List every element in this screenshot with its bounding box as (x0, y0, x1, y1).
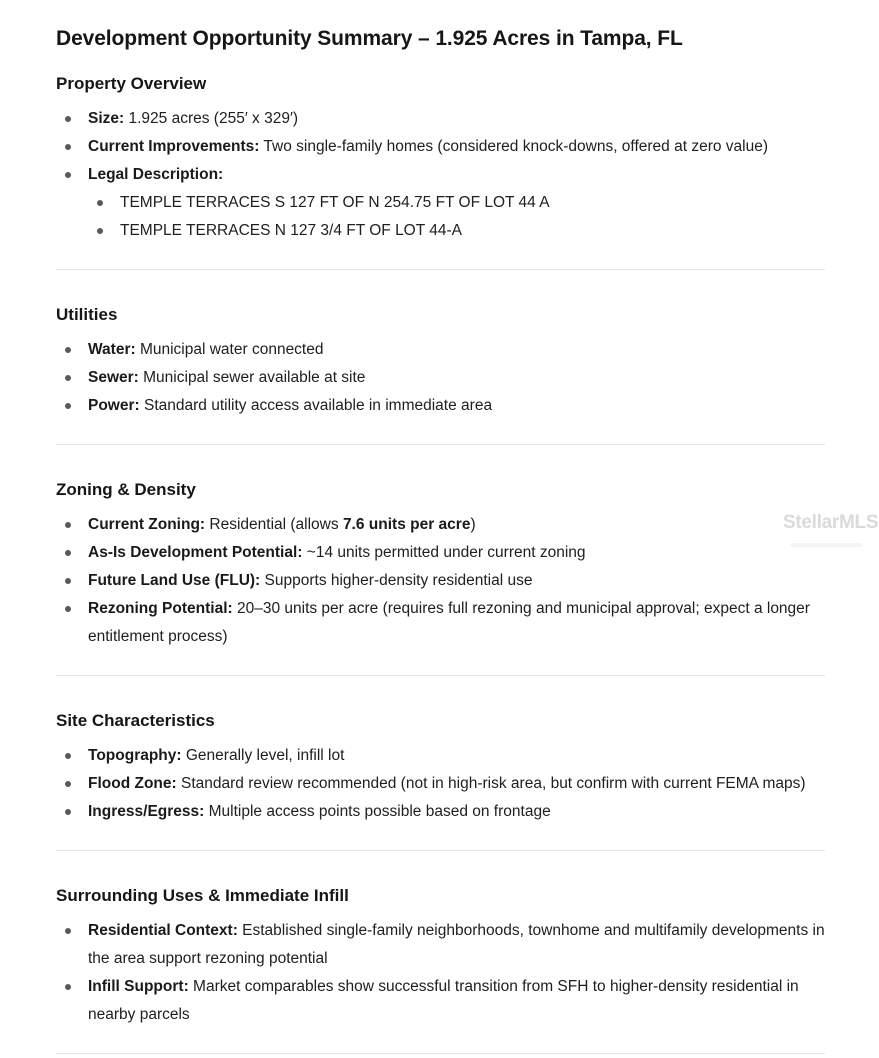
bullet-list (56, 336, 825, 420)
list-item (56, 392, 825, 420)
sub-list-item-text: TEMPLE TERRACES N 127 3/4 FT OF LOT 44-A (120, 222, 462, 239)
list-item (56, 336, 825, 364)
section-heading: Surrounding Uses & Immediate Infill (56, 886, 349, 905)
bullet-label: Water: (88, 341, 136, 358)
bullet-icon (65, 403, 71, 409)
bullet-list (56, 105, 825, 245)
bullet-label: Future Land Use (FLU): (88, 572, 261, 589)
bullet-text: Market comparables show successful transition from SFH to higher-density residential in nearby parcels (88, 978, 799, 1023)
bullet-list (56, 511, 825, 651)
bullet-text: Standard review recommended (not in high-risk area, but confirm with current FEMA maps) (176, 775, 806, 792)
bullet-list (56, 917, 825, 1029)
list-item (56, 917, 825, 973)
list-item (56, 567, 825, 595)
section-zoning-density (56, 479, 825, 651)
section-heading: Site Characteristics (56, 711, 215, 730)
bullet-label: Residential Context: (88, 922, 238, 939)
section-utilities (56, 304, 825, 420)
bullet-text: Municipal sewer available at site (138, 369, 366, 386)
bullet-icon (65, 522, 71, 528)
bullet-icon (65, 172, 71, 178)
bullet-text: Multiple access points possible based on frontage (204, 803, 551, 820)
bullet-icon (65, 144, 71, 150)
list-item (56, 973, 825, 1029)
section-heading: Zoning & Density (56, 480, 196, 499)
list-item (56, 133, 825, 161)
bullet-icon (65, 928, 71, 934)
bullet-label: Legal Description: (88, 166, 224, 183)
bullet-label: As-Is Development Potential: (88, 544, 303, 561)
list-item-text (88, 369, 365, 386)
bullet-text: Supports higher-density residential use (260, 572, 533, 589)
list-item-text (88, 138, 768, 155)
bullet-text: Established single-family neighborhoods, townhome and multifamily developments in the area support rezoning potential (88, 922, 825, 967)
section-site-characteristics (56, 710, 825, 826)
bullet-icon (65, 375, 71, 381)
list-item-text (88, 166, 223, 183)
list-item (56, 770, 825, 798)
section-heading: Property Overview (56, 74, 207, 93)
list-item-text (88, 747, 344, 764)
bullet-icon (65, 116, 71, 122)
list-item (56, 161, 825, 189)
list-item-text (88, 110, 298, 127)
bullet-icon (65, 578, 71, 584)
list-item-text (88, 572, 532, 589)
list-item (56, 364, 825, 392)
bullet-label: Rezoning Potential: (88, 600, 233, 617)
section-divider (56, 269, 825, 270)
bullet-label: Current Zoning: (88, 516, 206, 533)
list-item (56, 511, 825, 539)
section-divider (56, 1053, 825, 1054)
section-heading: Utilities (56, 305, 118, 324)
list-item-text (88, 516, 476, 533)
list-item (56, 798, 825, 826)
sub-list-item-text: TEMPLE TERRACES S 127 FT OF N 254.75 FT OF LOT 44 A (120, 194, 550, 211)
bullet-label: Sewer: (88, 369, 139, 386)
page-title: Development Opportunity Summary – 1.925 Acres in Tampa, FL (56, 27, 683, 50)
bullet-icon (65, 347, 71, 353)
bullet-text: Municipal water connected (135, 341, 324, 358)
list-item (56, 595, 825, 651)
bullet-text: Two single-family homes (considered knock-downs, offered at zero value) (259, 138, 768, 155)
stellar-mls-watermark: StellarMLS (783, 512, 879, 533)
bullet-text: ~14 units permitted under current zoning (302, 544, 586, 561)
bullet-label: Topography: (88, 747, 182, 764)
bullet-text: Residential (allows (205, 516, 343, 533)
bullet-label: Infill Support: (88, 978, 189, 995)
section-surrounding-uses (56, 885, 825, 1029)
section-divider (56, 850, 825, 851)
bullet-label: Flood Zone: (88, 775, 177, 792)
bullet-label: Ingress/Egress: (88, 803, 205, 820)
bullet-list (56, 742, 825, 826)
list-item (56, 742, 825, 770)
bullet-label: Size: (88, 110, 125, 127)
list-item-text (88, 544, 586, 561)
bullet-label: Current Improvements: (88, 138, 260, 155)
list-item (56, 105, 825, 133)
bullet-text: Generally level, infill lot (181, 747, 345, 764)
list-item-text (88, 397, 492, 414)
list-item-text (88, 600, 810, 645)
bullet-icon (65, 984, 71, 990)
bullet-icon (65, 550, 71, 556)
bullet-icon (65, 781, 71, 787)
bullet-icon (97, 200, 103, 206)
section-divider (56, 444, 825, 445)
bullet-icon (65, 606, 71, 612)
list-item-text (88, 922, 825, 967)
list-item-text (88, 978, 799, 1023)
list-item-text (88, 341, 323, 358)
bullet-text: Standard utility access available in immediate area (139, 397, 493, 414)
sub-list-item (56, 217, 825, 245)
list-item-text (88, 775, 806, 792)
sub-list-item (56, 189, 825, 217)
bullet-label: Power: (88, 397, 140, 414)
bullet-bold-inline: 7.6 units per acre (342, 516, 471, 533)
bullet-icon (97, 228, 103, 234)
bullet-text: 1.925 acres (255′ x 329′) (124, 110, 299, 127)
bullet-icon (65, 753, 71, 759)
bullet-text: ) (470, 516, 476, 533)
bullet-text: 20–30 units per acre (requires full rezoning and municipal approval; expect a longer entitlement process) (88, 600, 810, 645)
list-item (56, 539, 825, 567)
section-property-overview (56, 73, 825, 245)
list-item-text (88, 803, 551, 820)
bullet-icon (65, 809, 71, 815)
section-divider (56, 675, 825, 676)
